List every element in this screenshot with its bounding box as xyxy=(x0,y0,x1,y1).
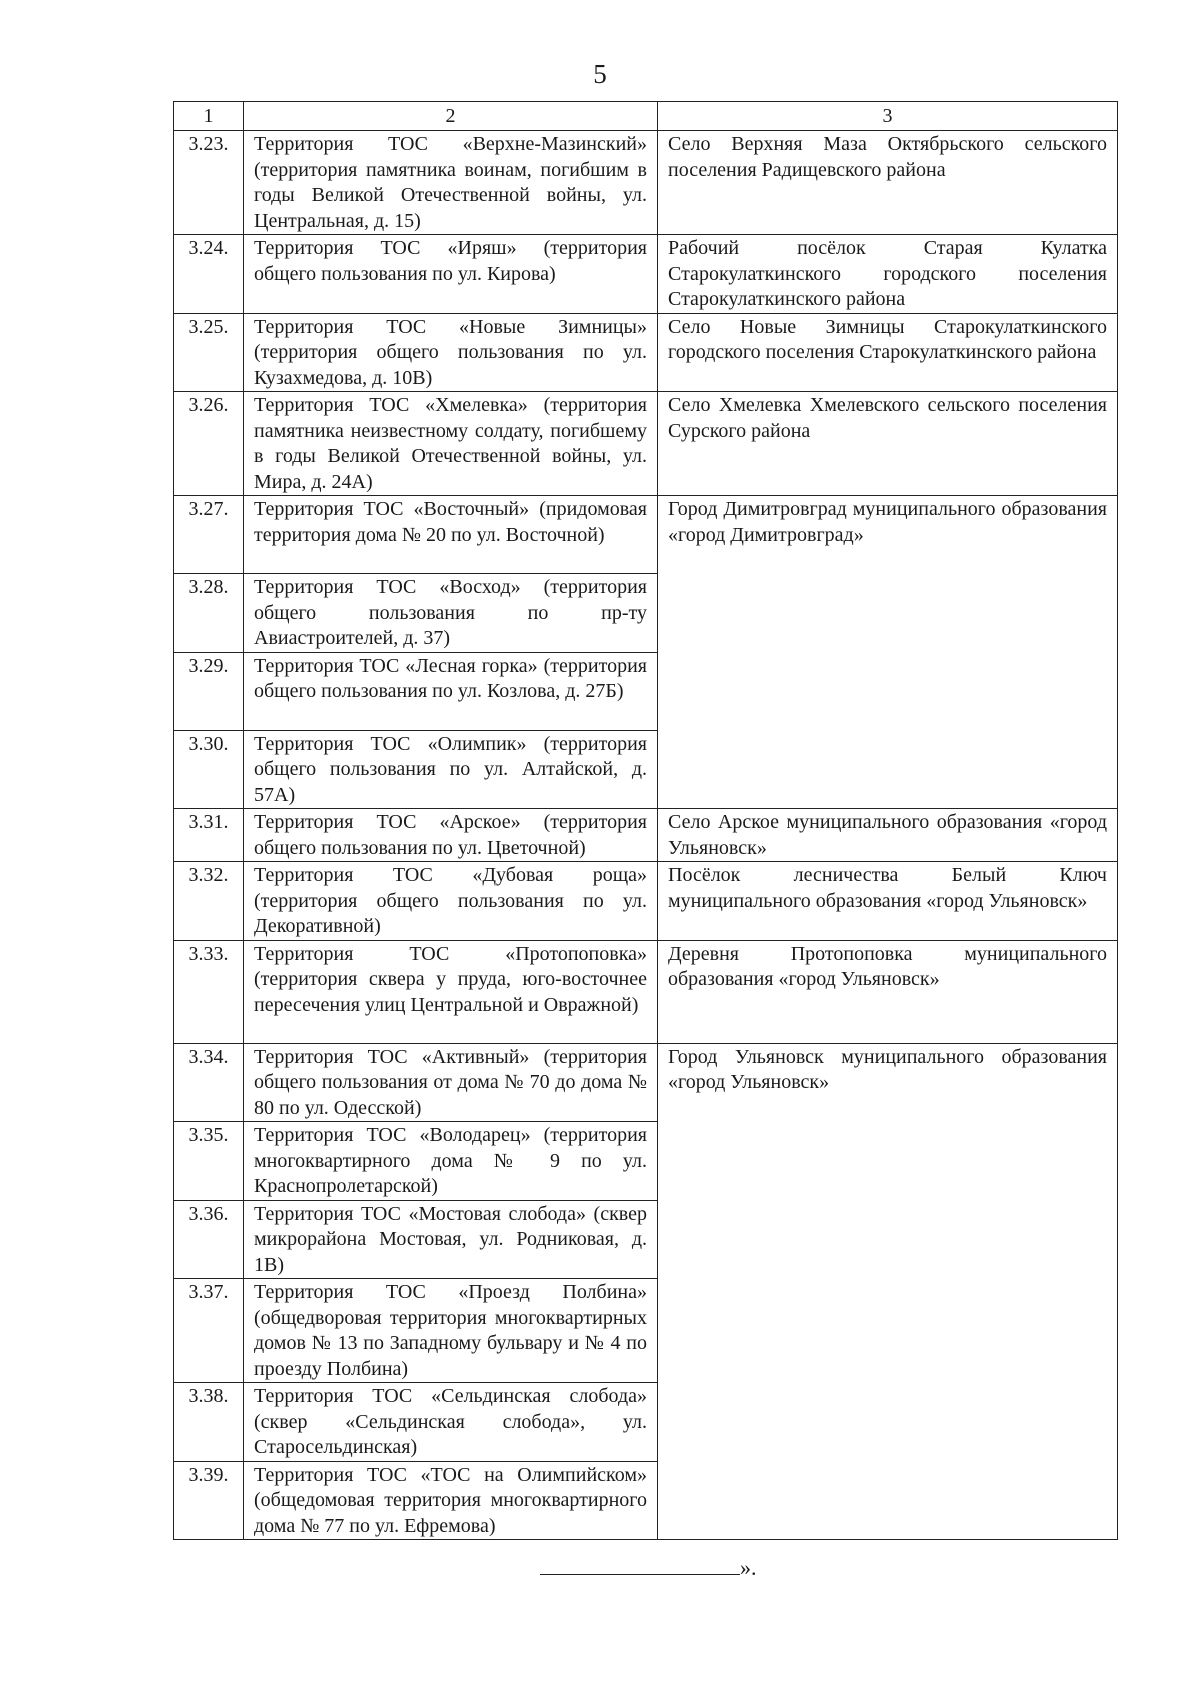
territory-name: Территория ТОС «Иряш» (территория общего пользования по ул. Кирова) xyxy=(244,235,658,314)
table-row xyxy=(174,1383,1118,1462)
settlement-name-merged xyxy=(658,1461,1118,1540)
settlement-name: Посёлок лесничества Белый Ключ муниципального образования «город Ульяновск» xyxy=(658,862,1118,941)
page-number: 5 xyxy=(593,59,607,89)
territory-name: Территория ТОС «Проезд Полбина» (общедворовая территория многоквартирных домов № 13 по Западному бульвару и № 4 по проезду Полбина) xyxy=(244,1279,658,1383)
settlement-name: Город Димитровград муниципального образования «город Димитровград» xyxy=(658,496,1118,574)
settlement-name: Деревня Протопоповка муниципального образования «город Ульяновск» xyxy=(658,940,1118,1043)
territory-name: Территория ТОС «Восход» (территория общего пользования по пр-ту Авиастроителей, д. 37) xyxy=(244,574,658,653)
table-row xyxy=(174,730,1118,809)
header-cell-3: 3 xyxy=(658,102,1118,131)
settlement-name: Село Арское муниципального образования «город Ульяновск» xyxy=(658,809,1118,862)
settlement-name: Рабочий посёлок Старая Кулатка Старокулаткинского городского поселения Старокулаткинского района xyxy=(658,235,1118,314)
territory-name: Территория ТОС «Лесная горка» (территория общего пользования по ул. Козлова, д. 27Б) xyxy=(244,652,658,730)
row-number: 3.39. xyxy=(174,1461,244,1540)
territory-name: Территория ТОС «Арское» (территория общего пользования по ул. Цветочной) xyxy=(244,809,658,862)
row-number: 3.35. xyxy=(174,1122,244,1201)
settlement-name-merged xyxy=(658,1200,1118,1279)
settlement-name-merged xyxy=(658,652,1118,730)
table-row xyxy=(174,496,1118,574)
table-row xyxy=(174,862,1118,941)
territory-name: Территория ТОС «Верхне-Мазинский» (территория памятника воинам, погибшим в годы Великой Отечественной войны, ул. Центральная, д. 15) xyxy=(244,131,658,235)
row-number: 3.26. xyxy=(174,392,244,496)
table-row xyxy=(174,940,1118,1043)
closing-quote-mark: ». xyxy=(740,1555,757,1580)
row-number: 3.30. xyxy=(174,730,244,809)
territory-name: Территория ТОС «Сельдинская слобода» (сквер «Сельдинская слобода», ул. Старосельдинская) xyxy=(244,1383,658,1462)
table-row xyxy=(174,574,1118,653)
territory-name: Территория ТОС «Володарец» (территория многоквартирного дома № 9 по ул. Краснопролетарской) xyxy=(244,1122,658,1201)
header-cell-1: 1 xyxy=(174,102,244,131)
table-row xyxy=(174,1279,1118,1383)
table-row xyxy=(174,1122,1118,1201)
settlement-name-merged xyxy=(658,1122,1118,1201)
closing-line xyxy=(540,1554,757,1582)
territory-name: Территория ТОС «Протопоповка» (территория сквера у пруда, юго-восточнее пересечения улиц Центральной и Овражной) xyxy=(244,940,658,1043)
settlement-name-merged xyxy=(658,1279,1118,1383)
settlement-name: Село Новые Зимницы Старокулаткинского городского поселения Старокулаткинского района xyxy=(658,313,1118,392)
settlement-name-merged xyxy=(658,730,1118,809)
territory-name: Территория ТОС «Дубовая роща» (территория общего пользования по ул. Декоративной) xyxy=(244,862,658,941)
territory-name: Территория ТОС «ТОС на Олимпийском» (общедомовая территория многоквартирного дома № 77 по ул. Ефремова) xyxy=(244,1461,658,1540)
table-row xyxy=(174,131,1118,235)
row-number: 3.37. xyxy=(174,1279,244,1383)
settlement-name: Город Ульяновск муниципального образования «город Ульяновск» xyxy=(658,1043,1118,1122)
table-row xyxy=(174,652,1118,730)
territory-name: Территория ТОС «Новые Зимницы» (территория общего пользования по ул. Кузахмедова, д. 10В) xyxy=(244,313,658,392)
table-row xyxy=(174,1200,1118,1279)
territory-name: Территория ТОС «Олимпик» (территория общего пользования по ул. Алтайской, д. 57А) xyxy=(244,730,658,809)
territory-name: Территория ТОС «Хмелевка» (территория памятника неизвестному солдату, погибшему в годы Великой Отечественной войны, ул. Мира, д. 24А) xyxy=(244,392,658,496)
row-number: 3.36. xyxy=(174,1200,244,1279)
row-number: 3.33. xyxy=(174,940,244,1043)
row-number: 3.25. xyxy=(174,313,244,392)
table-row xyxy=(174,1461,1118,1540)
settlement-name-merged xyxy=(658,1383,1118,1462)
territories-table xyxy=(173,101,1118,1540)
row-number: 3.28. xyxy=(174,574,244,653)
table-row xyxy=(174,313,1118,392)
header-cell-2: 2 xyxy=(244,102,658,131)
settlement-name-merged xyxy=(658,574,1118,653)
settlement-name: Село Верхняя Маза Октябрьского сельского поселения Радищевского района xyxy=(658,131,1118,235)
territory-name: Территория ТОС «Мостовая слобода» (сквер микрорайона Мостовая, ул. Родниковая, д. 1В) xyxy=(244,1200,658,1279)
closing-underline xyxy=(540,1554,740,1575)
table-header-row xyxy=(174,102,1118,131)
row-number: 3.29. xyxy=(174,652,244,730)
table-row xyxy=(174,235,1118,314)
row-number: 3.27. xyxy=(174,496,244,574)
territory-name: Территория ТОС «Восточный» (придомовая территория дома № 20 по ул. Восточной) xyxy=(244,496,658,574)
row-number: 3.31. xyxy=(174,809,244,862)
row-number: 3.23. xyxy=(174,131,244,235)
table-row xyxy=(174,392,1118,496)
row-number: 3.38. xyxy=(174,1383,244,1462)
row-number: 3.34. xyxy=(174,1043,244,1122)
table-row xyxy=(174,809,1118,862)
table-row xyxy=(174,1043,1118,1122)
settlement-name: Село Хмелевка Хмелевского сельского поселения Сурского района xyxy=(658,392,1118,496)
row-number: 3.32. xyxy=(174,862,244,941)
territory-name: Территория ТОС «Активный» (территория общего пользования от дома № 70 до дома № 80 по ул. Одесской) xyxy=(244,1043,658,1122)
row-number: 3.24. xyxy=(174,235,244,314)
